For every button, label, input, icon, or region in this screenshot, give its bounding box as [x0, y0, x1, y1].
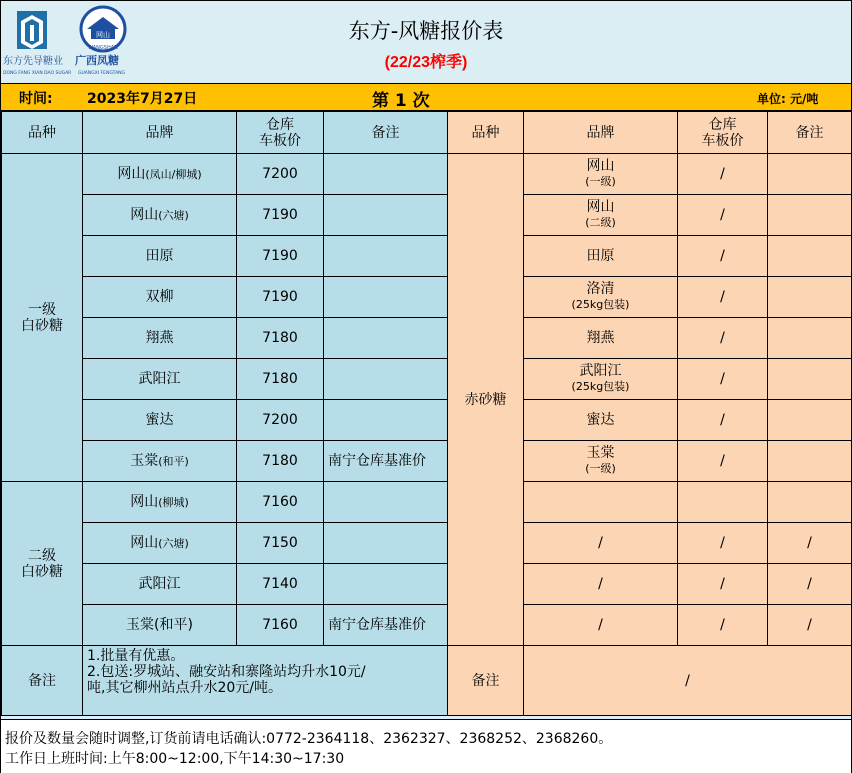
sheet-header	[1, 1, 851, 84]
brown-price-cell: /	[678, 564, 768, 605]
brand-cell	[83, 523, 237, 564]
brand-name: 田原	[145, 247, 174, 264]
quote-round: 第 1 次	[372, 91, 430, 111]
price-cell: 7180	[237, 359, 324, 400]
price-cell: 7200	[237, 154, 324, 195]
time-label: 时间:	[19, 91, 53, 107]
price-header-line1: 仓库	[266, 116, 294, 133]
brand-cell	[83, 277, 237, 318]
brown-remark-cell	[768, 482, 852, 523]
brown-price-cell: /	[678, 523, 768, 564]
svg-text:广西凤糖: 广西凤糖	[75, 54, 119, 67]
brown-brand-name: 网山	[586, 158, 615, 174]
brand-name: 网山	[130, 206, 159, 223]
header-variety-right: 品种	[448, 112, 524, 154]
brown-remark-cell	[768, 277, 852, 318]
brown-variety-label: 赤砂糖	[448, 154, 524, 646]
brown-brand-cell	[524, 359, 678, 400]
brown-remark-cell	[768, 318, 852, 359]
brand-cell	[83, 482, 237, 523]
remark-cell	[324, 564, 448, 605]
header-brand-left: 品牌	[83, 112, 237, 154]
remarks-label-left: 备注	[2, 646, 83, 716]
brown-price-cell: /	[678, 236, 768, 277]
table-row	[2, 277, 852, 318]
brown-remark-cell: /	[768, 523, 852, 564]
header-variety-left: 品种	[2, 112, 83, 154]
price-cell: 7190	[237, 277, 324, 318]
table-row	[2, 154, 852, 195]
brand-name: 翔燕	[145, 329, 174, 346]
brown-price-cell: /	[678, 441, 768, 482]
footer-contact	[1, 719, 851, 773]
variety-line1: 二级	[28, 547, 56, 564]
brown-brand-sub: (25kg包装)	[571, 380, 630, 393]
brown-price-cell: /	[678, 359, 768, 400]
brown-brand-cell	[524, 154, 678, 195]
brown-brand-name: 玉棠	[586, 445, 615, 461]
remark-cell	[324, 523, 448, 564]
remarks-right-value: /	[524, 646, 852, 716]
brand-name: 武阳江	[138, 370, 181, 387]
table-row	[2, 523, 852, 564]
brown-brand-name: 田原	[586, 248, 615, 264]
brand-name: 蜜达	[145, 411, 174, 428]
brand-sub: (和平)	[158, 454, 189, 468]
brown-brand-cell	[524, 564, 678, 605]
price-cell: 7180	[237, 318, 324, 359]
brand-cell	[83, 400, 237, 441]
grade2-variety-label	[2, 482, 83, 646]
brand-cell	[83, 441, 237, 482]
variety-line2: 白砂糖	[21, 317, 63, 334]
remark-cell	[324, 318, 448, 359]
brown-remark-cell	[768, 441, 852, 482]
brand-cell	[83, 195, 237, 236]
brown-remark-cell	[768, 154, 852, 195]
price-cell: 7190	[237, 236, 324, 277]
brand-cell	[83, 318, 237, 359]
brown-brand-cell	[524, 318, 678, 359]
header-price-left	[237, 112, 324, 154]
table-row	[2, 236, 852, 277]
brown-brand-cell	[524, 482, 678, 523]
remarks-line1: 1.批量有优惠。	[87, 648, 185, 664]
brown-brand-name: 洛清	[586, 281, 615, 297]
brand-cell	[83, 564, 237, 605]
quote-date: 2023年7月27日	[87, 91, 198, 107]
brand-sub: (六塘)	[158, 536, 189, 550]
brown-remark-cell	[768, 400, 852, 441]
footer-hours-line: 工作日上班时间:上午8:00~12:00,下午14:30~17:30	[5, 751, 345, 767]
brand-sub: (柳城)	[158, 495, 189, 509]
remark-cell	[324, 154, 448, 195]
table-row	[2, 195, 852, 236]
brown-brand-cell	[524, 236, 678, 277]
brown-brand-cell	[524, 277, 678, 318]
brown-remark-cell	[768, 359, 852, 400]
remark-cell: 南宁仓库基准价	[324, 441, 448, 482]
brown-brand-sub: (一级)	[585, 462, 616, 475]
table-row	[2, 605, 852, 646]
column-header-row	[2, 112, 852, 154]
brand-name: 网山	[130, 534, 159, 551]
brown-price-cell	[678, 482, 768, 523]
brown-price-cell: /	[678, 195, 768, 236]
header-remark-right: 备注	[768, 112, 852, 154]
brown-brand-name: 蜜达	[586, 412, 615, 428]
price-cell: 7150	[237, 523, 324, 564]
remarks-line2: 2.包送:罗城站、融安站和寨隆站均升水10元/	[87, 664, 366, 680]
brown-brand-cell	[524, 605, 678, 646]
brown-brand-sub: (二级)	[585, 216, 616, 229]
brown-remark-cell: /	[768, 605, 852, 646]
brand-name: 网山	[130, 493, 159, 510]
variety-line2: 白砂糖	[21, 563, 63, 580]
svg-text:DONG FANG XIAN DAO SUGAR: DONG FANG XIAN DAO SUGAR	[3, 71, 72, 76]
brown-brand-cell	[524, 195, 678, 236]
brown-price-cell: /	[678, 400, 768, 441]
header-brand-right: 品牌	[524, 112, 678, 154]
brown-brand-cell	[524, 523, 678, 564]
page-title: 东方-风糖报价表	[348, 19, 504, 43]
brown-brand-sub: (25kg包装)	[571, 298, 630, 311]
price-header-line2: 车板价	[701, 132, 744, 149]
remarks-text	[83, 646, 448, 716]
brand-cell	[83, 359, 237, 400]
brown-brand-name: 武阳江	[579, 363, 622, 379]
price-cell: 7160	[237, 605, 324, 646]
remark-cell	[324, 195, 448, 236]
header-price-right	[678, 112, 768, 154]
table-row	[2, 359, 852, 400]
brown-brand-cell	[524, 400, 678, 441]
header-remark-left: 备注	[324, 112, 448, 154]
brown-price-cell: /	[678, 318, 768, 359]
price-header-line2: 车板价	[259, 132, 301, 149]
remarks-label-right: 备注	[448, 646, 524, 716]
remarks-line3: 吨,其它柳州站点升水20元/吨。	[87, 680, 282, 696]
remark-cell	[324, 482, 448, 523]
brown-remark-cell	[768, 236, 852, 277]
time-bar	[1, 84, 851, 111]
table-row	[2, 482, 852, 523]
brown-price-cell: /	[678, 605, 768, 646]
brown-brand-name: /	[598, 617, 603, 633]
brown-brand-cell	[524, 441, 678, 482]
season-subtitle: (22/23榨季)	[384, 54, 468, 71]
price-header-line1: 仓库	[708, 116, 737, 133]
brown-brand-name: /	[598, 535, 603, 551]
brown-brand-name: 翔燕	[586, 330, 615, 346]
grade1-variety-label	[2, 154, 83, 482]
brand-cell	[83, 154, 237, 195]
brand-cell	[83, 236, 237, 277]
brand-name: 玉棠(和平)	[126, 616, 193, 633]
brand-name: 玉棠	[130, 452, 159, 469]
brown-remark-cell: /	[768, 564, 852, 605]
brown-remark-cell	[768, 195, 852, 236]
brand-name: 武阳江	[138, 575, 181, 592]
brand-sub: (六塘)	[158, 208, 189, 222]
price-cell: 7180	[237, 441, 324, 482]
remark-cell	[324, 236, 448, 277]
svg-text:网山: 网山	[96, 31, 110, 39]
svg-text:WANGSHAN: WANGSHAN	[88, 45, 118, 51]
brown-brand-name: 网山	[586, 199, 615, 215]
price-cell: 7200	[237, 400, 324, 441]
variety-line1: 一级	[28, 301, 56, 318]
unit-label: 单位: 元/吨	[757, 92, 819, 106]
remark-cell	[324, 277, 448, 318]
brand-name: 双柳	[145, 288, 174, 305]
brown-brand-sub: (一级)	[585, 175, 616, 188]
price-cell: 7190	[237, 195, 324, 236]
remark-cell	[324, 400, 448, 441]
price-cell: 7160	[237, 482, 324, 523]
brown-price-cell: /	[678, 277, 768, 318]
brown-price-cell: /	[678, 154, 768, 195]
brand-name: 网山	[117, 165, 146, 182]
table-row	[2, 400, 852, 441]
table-row	[2, 318, 852, 359]
remark-cell: 南宁仓库基准价	[324, 605, 448, 646]
footer-phone-line: 报价及数量会随时调整,订货前请电话确认:0772-2364118、2362327、2368252、2368260。	[5, 731, 613, 747]
svg-text:GUANGXI FENGTANG: GUANGXI FENGTANG	[78, 71, 126, 76]
brown-brand-name: /	[598, 576, 603, 592]
price-cell: 7140	[237, 564, 324, 605]
remark-cell	[324, 359, 448, 400]
brand-cell	[83, 605, 237, 646]
table-row	[2, 564, 852, 605]
brand-sub: (凤山/柳城)	[145, 167, 202, 181]
svg-text:东方先导糖业: 东方先导糖业	[3, 56, 63, 67]
price-table	[1, 111, 852, 716]
table-row	[2, 441, 852, 482]
remarks-row	[2, 646, 852, 716]
